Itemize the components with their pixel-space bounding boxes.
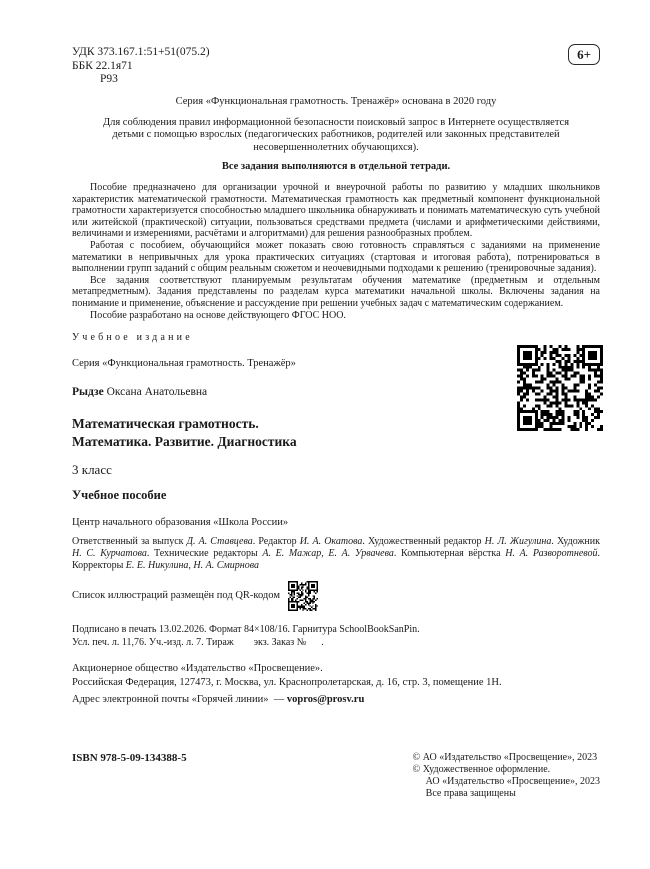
credits-paragraph: Ответственный за выпуск Д. А. Ставцева. Редактор И. А. Окатова. Художественный редактор Н. Л. Жигулина. Художник Н. С. Курчатова. Технические редакторы А. Е. Мажар, Е. А. Урвачева. Компьютерная вёрстка Н. А. Разворотневой. Корректоры Е. Е. Никулина, Н. А. Смирнова — [72, 536, 601, 572]
author-surname: Рыдзе — [72, 386, 104, 399]
bbk-code: ББК 22.1я71 — [72, 59, 133, 72]
isbn: ISBN 978-5-09-134388-5 — [72, 752, 187, 765]
series-line: Серия «Функциональная грамотность. Тренажёр» — [72, 358, 296, 370]
publisher-name: Акционерное общество «Издательство «Просвещение». — [72, 663, 323, 675]
annotation-paragraph-2: Работая с пособием, обучающийся может показать свою готовность справляться с заданиями на применение математики в непривычных для урока практических ситуациях (стартовая и итоговая работа), потренироваться в выполнении групп заданий с общим реальным сюжетом и неочевидными подходами к решению (тренировочные задания). — [72, 239, 600, 275]
publisher-block — [72, 662, 600, 689]
annotation-paragraph-4: Пособие разработано на основе действующего ФГОС НОО. — [90, 309, 346, 321]
grade-label: 3 класс — [72, 462, 112, 478]
book-title-line-2: Математика. Развитие. Диагностика — [72, 434, 297, 450]
subtitle-label: Учебное пособие — [72, 488, 167, 503]
header-row — [72, 46, 600, 87]
education-center-line: Центр начального образования «Школа России» — [72, 517, 289, 529]
print-info-line-2: Усл. печ. л. 11,76. Уч.-изд. л. 7. Тираж экз. Заказ № . — [72, 637, 324, 649]
author-sign-code: Р93 — [100, 73, 118, 85]
edition-type-label: Учебное издание — [72, 332, 193, 344]
illustrations-qr-code — [288, 581, 318, 611]
series-founded-note: Серия «Функциональная грамотность. Тренажёр» основана в 2020 году — [175, 95, 497, 107]
hotline-email: vopros@prosv.ru — [286, 694, 365, 706]
hotline-line — [72, 694, 600, 706]
annotation-paragraph-3: Все задания соответствуют планируемым результатам обучения математике (предметным и отдельным метапредметным). Задания представлены по разделам курса математики начальной школы. Включены задания на понимание и применение, объяснение и рассуждение при решении учебных задач с математическим содержанием. — [72, 274, 600, 309]
print-info-line-1: Подписано в печать 13.02.2026. Формат 84×108/16. Гарнитура SchoolBookSanPin. — [72, 624, 420, 636]
print-info-block — [72, 623, 600, 649]
bottom-row — [72, 752, 600, 800]
internet-safety-note: Для соблюдения правил информационной безопасности поисковый запрос в Интернете осуществляется детьми с помощью взрослых (педагогических работников, родителей или законных представителей несовершеннолетних обучающихся). — [102, 116, 570, 153]
author-name: Оксана Анатольевна — [103, 386, 208, 399]
illustrations-qr-row — [72, 581, 600, 611]
hotline-label: Адрес электронной почты «Горячей линии» — — [72, 694, 287, 706]
illustrations-qr-note: Список иллюстраций размещён под QR-кодом — [72, 590, 280, 602]
copyright-line-1: © АО «Издательство «Просвещение», 2023 — [412, 752, 598, 764]
main-qr-code — [517, 345, 603, 431]
annotation-block — [72, 182, 600, 321]
classification-codes — [72, 46, 210, 87]
copyright-line-2: © Художественное оформление. — [412, 764, 551, 776]
copyright-line-4: Все права защищены — [425, 788, 516, 800]
copyright-line-3: АО «Издательство «Просвещение», 2023 — [425, 776, 600, 788]
copyright-block — [413, 752, 600, 800]
udk-code: УДК 373.167.1:51+51(075.2) — [72, 46, 210, 58]
publisher-address: Российская Федерация, 127473, г. Москва, ул. Краснопролетарская, д. 16, стр. 3, помещение 1Н. — [72, 676, 502, 688]
book-title-line-1: Математическая грамотность. — [72, 416, 259, 432]
annotation-paragraph-1: Пособие предназначено для организации урочной и внеурочной работы по развитию у младших школьников характеристик математической грамотности. Математическая грамотность как предметный компонент функциональной грамотности характеризуется способностью младшего школьника обнаруживать и понимать математическую суть учебной или житейской (практической) ситуации, пользоваться средствами предмета (числами и арифметическими действиями, величинами и измерениями, расчётами и алгоритмами) для решения разнообразных проблем. — [72, 182, 600, 240]
notebook-note: Все задания выполняются в отдельной тетради. — [221, 161, 451, 172]
age-rating-badge: 6+ — [568, 44, 600, 65]
